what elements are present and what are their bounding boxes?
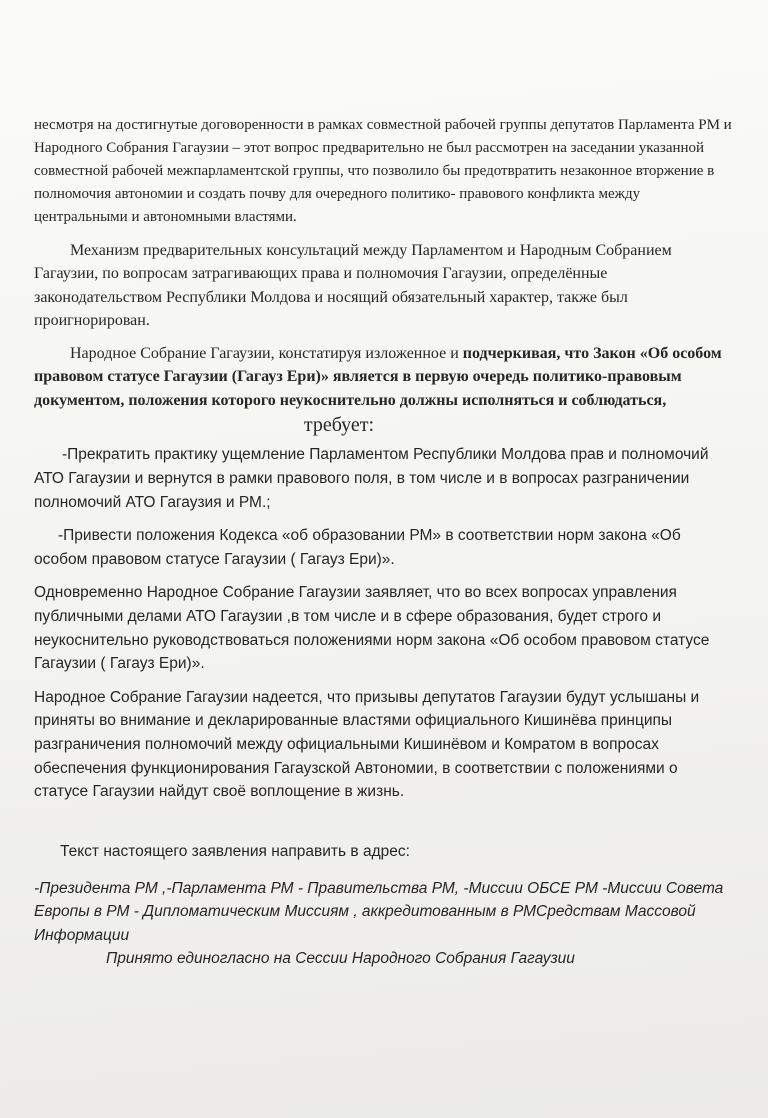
paragraph-4: Одновременно Народное Собрание Гагаузии заявляет, что во всех вопросах управления публичными делами АТО Гагаузии ,в том числе и в сфере образования, будет строго и неукоснительно руководствоваться положениями норм закона «Об особом правовом статусе Гагаузии ( Гагауз Ери)».: [34, 584, 710, 673]
address-line: Текст настоящего заявления направить в адрес:: [60, 842, 410, 860]
recipients: -Президента РМ ,-Парламента РМ - Правительства РМ, -Миссии ОБСЕ РМ -Миссии Совета Европы в РМ - Дипломатическим Миссиям , аккредитованным в РМСредствам Массовой Информации: [34, 879, 724, 944]
demand-heading: требует:: [303, 414, 375, 437]
paragraph-2: Механизм предварительных консультаций между Парламентом и Народным Собранием Гагаузии, по вопросам затрагивающих права и полномочия Гагаузии, определённые законодательством Республики Молдова и носящий обязательный характер, также был проигнорирован.: [34, 242, 672, 329]
demand-1: -Прекратить практику ущемление Парламентом Республики Молдова прав и полномочий АТО Гагаузии и вернутся в рамки правового поля, в том числе и в вопросах разграничении полномочий АТО Гагаузия и РМ.;: [34, 446, 709, 511]
paragraph-3-lead: Народное Собрание Гагаузии, констатируя изложенное и: [70, 345, 463, 363]
demand-2: -Привести положения Кодекса «об образовании РМ» в соответствии норм закона «Об особом правовом статусе Гагаузии ( Гагауз Ери)».: [34, 527, 681, 568]
adopted-note: Принято единогласно на Сессии Народного Собрания Гагаузии: [106, 950, 575, 968]
paragraph-3: [34, 342, 734, 412]
paragraph-5: Народное Собрание Гагаузии надеется, что призывы депутатов Гагаузии будут услышаны и приняты во внимание и декларированные властями официального Кишинёва принципы разграничения полномочий между официальными Кишинёвом и Комратом в вопросах обеспечения функционирования Гагаузской Автономии, в соответствии с положениями о статусе Гагаузии найдут своё воплощение в жизнь.: [34, 688, 700, 801]
paragraph-3-bold: подчеркивая, что Закон «Об особом правовом статусе Гагаузии (Гагауз Ери)» является в первую очередь политико-правовым документом, положения которого неукоснительно должны исполняться и соблюдаться,: [34, 345, 722, 409]
paragraph-1: несмотря на достигнутые договоренности в рамках совместной рабочей группы депутатов Парламента РМ и Народного Собрания Гагаузии – этот вопрос предварительно не был рассмотрен на заседании указанной совместной рабочей межпарламентской группы, что позволило бы предотвратить незаконное вторжение в полномочия автономии и создать почву для очередного политико- правового конфликта между центральными и автономными властями.: [34, 117, 732, 225]
document-body: [34, 114, 734, 971]
